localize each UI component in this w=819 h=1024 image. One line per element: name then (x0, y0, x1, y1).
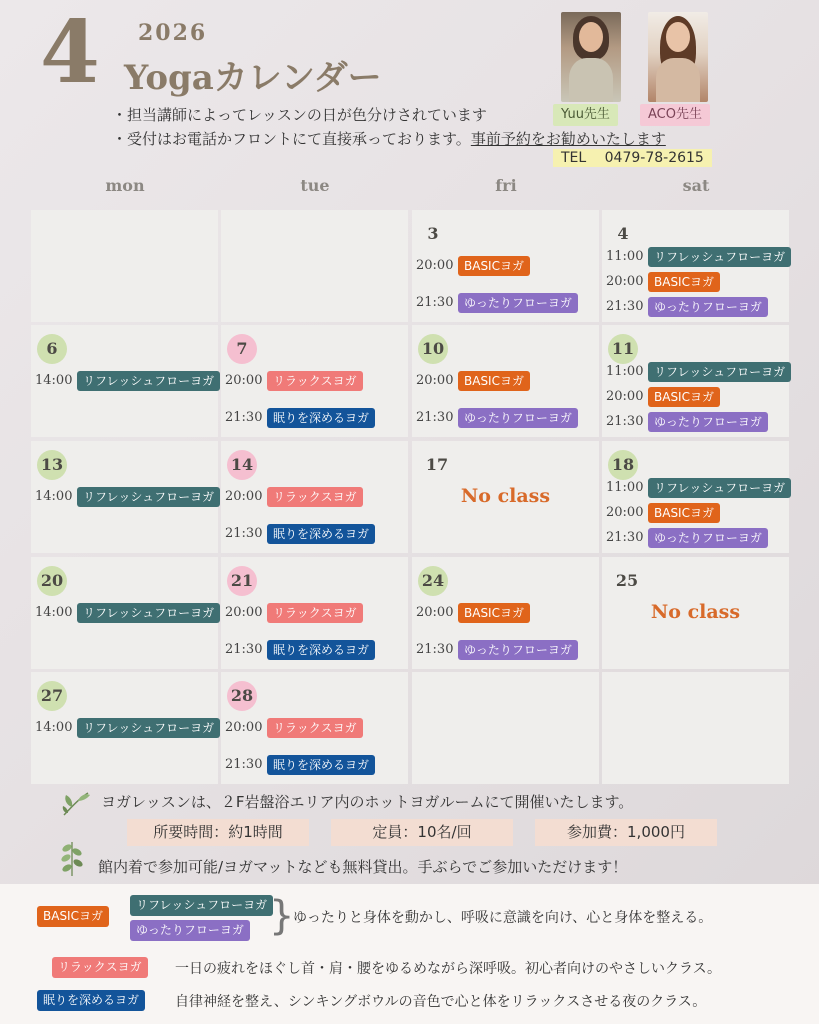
lesson-time: 21:30 (225, 642, 263, 657)
lesson-time: 14:00 (35, 489, 73, 504)
calendar-day-13 (31, 441, 218, 553)
date-number: 6 (37, 334, 67, 364)
lesson-entry (225, 717, 363, 739)
lesson-badge-refresh: リフレッシュフローヨガ (77, 718, 220, 738)
lesson-entry (225, 407, 375, 429)
legend-slow-badge: ゆったりフローヨガ (130, 920, 250, 941)
lesson-entry (606, 527, 768, 549)
no-class-label: No class (650, 601, 741, 623)
day-header-sat: sat (682, 176, 710, 195)
teacher-aco-tag: ACO先生 (640, 104, 710, 126)
lesson-entry (225, 639, 375, 661)
lesson-entry (416, 407, 578, 429)
calendar-empty-cell (602, 672, 789, 784)
lesson-badge-slow: ゆったりフローヨガ (458, 293, 578, 313)
calendar-day-21 (221, 557, 408, 669)
lesson-badge-basic: BASICヨガ (458, 256, 530, 276)
date-number: 25 (615, 571, 639, 590)
lesson-badge-sleep: 眠りを深めるヨガ (267, 640, 375, 660)
lesson-badge-slow: ゆったりフローヨガ (648, 412, 768, 432)
calendar-day-7 (221, 325, 408, 437)
capacity-box: 定員：10名/回 (331, 819, 513, 846)
date-number: 28 (227, 681, 257, 711)
leaf-icon (56, 838, 88, 878)
lesson-time: 20:00 (606, 274, 644, 289)
class-legend (0, 884, 819, 1024)
lesson-badge-basic: BASICヨガ (458, 603, 530, 623)
lesson-badge-slow: ゆったりフローヨガ (458, 640, 578, 660)
lesson-badge-refresh: リフレッシュフローヨガ (77, 371, 220, 391)
lesson-badge-refresh: リフレッシュフローヨガ (77, 603, 220, 623)
no-class-label: No class (460, 485, 551, 507)
date-number: 10 (418, 334, 448, 364)
legend-relax-desc: 一日の疲れをほぐし首・肩・腰をゆるめながら深呼吸。初心者向けのやさしいクラス。 (175, 961, 721, 977)
lesson-badge-refresh: リフレッシュフローヨガ (648, 478, 791, 498)
calendar-day-25 (602, 557, 789, 669)
legend-basic-badge: BASICヨガ (37, 906, 109, 927)
lesson-time: 21:30 (606, 530, 644, 545)
location-info: ヨガレッスンは、２F岩盤浴エリア内のホットヨガルームにて開催いたします。 (101, 793, 634, 811)
legend-sleep-desc: 自律神経を整え、シンキングボウルの音色で心と体をリラックスさせる夜のクラス。 (175, 994, 707, 1010)
lesson-entry (416, 602, 530, 624)
lesson-entry (225, 370, 363, 392)
lesson-time: 21:30 (225, 526, 263, 541)
date-number: 3 (427, 224, 439, 243)
calendar-day-14 (221, 441, 408, 553)
lesson-badge-refresh: リフレッシュフローヨガ (648, 247, 791, 267)
lesson-entry (416, 255, 530, 277)
legend-flow-desc: ゆったりと身体を動かし、呼吸に意識を向け、心と身体を整える。 (293, 910, 713, 926)
lesson-entry (35, 486, 220, 508)
lesson-time: 21:30 (225, 410, 263, 425)
lesson-time: 20:00 (225, 605, 263, 620)
lesson-time: 21:30 (416, 410, 454, 425)
month-number: 4 (40, 2, 100, 103)
year-label: 2026 (138, 20, 208, 46)
lesson-time: 21:30 (606, 299, 644, 314)
date-number: 24 (418, 566, 448, 596)
lesson-entry (606, 477, 791, 499)
lesson-entry (606, 361, 791, 383)
lesson-badge-refresh: リフレッシュフローヨガ (648, 362, 791, 382)
lesson-badge-basic: BASICヨガ (648, 387, 720, 407)
leaf-icon (60, 789, 92, 819)
lesson-time: 21:30 (606, 414, 644, 429)
lesson-entry (416, 639, 578, 661)
day-header-tue: tue (300, 176, 330, 195)
lesson-badge-sleep: 眠りを深めるヨガ (267, 408, 375, 428)
date-number: 14 (227, 450, 257, 480)
calendar-empty-cell (412, 672, 599, 784)
lesson-badge-sleep: 眠りを深めるヨガ (267, 755, 375, 775)
brace: } (269, 893, 295, 939)
lesson-entry (606, 296, 768, 318)
lesson-entry (35, 602, 220, 624)
lesson-entry (606, 502, 720, 524)
lesson-time: 11:00 (606, 480, 644, 495)
lesson-badge-basic: BASICヨガ (648, 503, 720, 523)
calendar-day-10 (412, 325, 599, 437)
note-color-coding: ・担当講師によってレッスンの日が色分けされています (112, 106, 487, 124)
lesson-badge-sleep: 眠りを深めるヨガ (267, 524, 375, 544)
calendar-day-27 (31, 672, 218, 784)
date-number: 20 (37, 566, 67, 596)
lesson-time: 21:30 (416, 642, 454, 657)
calendar-day-28 (221, 672, 408, 784)
lesson-entry (606, 386, 720, 408)
lesson-time: 14:00 (35, 373, 73, 388)
lesson-badge-basic: BASICヨガ (458, 371, 530, 391)
date-number: 11 (608, 334, 638, 364)
lesson-badge-relax: リラックスヨガ (267, 718, 363, 738)
lesson-time: 20:00 (225, 489, 263, 504)
lesson-badge-refresh: リフレッシュフローヨガ (77, 487, 220, 507)
date-number: 7 (227, 334, 257, 364)
lesson-badge-slow: ゆったりフローヨガ (458, 408, 578, 428)
lesson-time: 20:00 (225, 373, 263, 388)
legend-relax-badge: リラックスヨガ (52, 957, 148, 978)
date-number: 18 (608, 450, 638, 480)
day-header-mon: mon (105, 176, 145, 195)
date-number: 4 (617, 224, 629, 243)
calendar-day-17 (412, 441, 599, 553)
date-number: 13 (37, 450, 67, 480)
lesson-entry (416, 370, 530, 392)
lesson-time: 20:00 (606, 505, 644, 520)
calendar-day-20 (31, 557, 218, 669)
day-header-fri: fri (495, 176, 517, 195)
calendar-day-4 (602, 210, 789, 322)
lesson-badge-slow: ゆったりフローヨガ (648, 297, 768, 317)
calendar-day-24 (412, 557, 599, 669)
lesson-time: 14:00 (35, 720, 73, 735)
note-reservation: ・受付はお電話かフロントにて直接承っております。事前予約をお勧めいたします (112, 130, 666, 148)
calendar-title: Yogaカレンダー (124, 58, 382, 98)
lesson-time: 21:30 (225, 757, 263, 772)
lesson-badge-relax: リラックスヨガ (267, 487, 363, 507)
teacher-yuu-photo (561, 12, 621, 102)
calendar-day-18 (602, 441, 789, 553)
calendar-empty-cell (31, 210, 218, 322)
lesson-time: 20:00 (225, 720, 263, 735)
lesson-time: 14:00 (35, 605, 73, 620)
lesson-entry (225, 486, 363, 508)
teacher-yuu-tag: Yuu先生 (553, 104, 618, 126)
lesson-time: 20:00 (416, 605, 454, 620)
lesson-badge-relax: リラックスヨガ (267, 371, 363, 391)
lesson-entry (35, 717, 220, 739)
lesson-entry (225, 754, 375, 776)
lesson-entry (225, 523, 375, 545)
lesson-entry (606, 271, 720, 293)
legend-sleep-badge: 眠りを深めるヨガ (37, 990, 145, 1011)
lesson-badge-slow: ゆったりフローヨガ (648, 528, 768, 548)
lesson-time: 21:30 (416, 295, 454, 310)
lesson-time: 20:00 (416, 373, 454, 388)
calendar-day-6 (31, 325, 218, 437)
rental-info: 館内着で参加可能/ヨガマットなども無料貸出。手ぶらでご参加いただけます！ (98, 858, 628, 876)
lesson-entry (606, 411, 768, 433)
lesson-entry (606, 246, 791, 268)
lesson-time: 11:00 (606, 364, 644, 379)
lesson-entry (35, 370, 220, 392)
reservation-recommend: 事前予約をお勧めいたします (470, 130, 666, 148)
duration-box: 所要時間：約1時間 (127, 819, 309, 846)
teacher-aco-photo (648, 12, 708, 102)
fee-box: 参加費：1,000円 (535, 819, 717, 846)
date-number: 21 (227, 566, 257, 596)
date-number: 27 (37, 681, 67, 711)
lesson-entry (225, 602, 363, 624)
phone-number[interactable]: TEL 0479-78-2615 (553, 149, 712, 167)
lesson-badge-basic: BASICヨガ (648, 272, 720, 292)
lesson-time: 20:00 (606, 389, 644, 404)
legend-refresh-badge: リフレッシュフローヨガ (130, 895, 273, 916)
calendar-empty-cell (221, 210, 408, 322)
calendar-day-11 (602, 325, 789, 437)
calendar-day-3 (412, 210, 599, 322)
date-number: 17 (425, 455, 449, 474)
lesson-time: 11:00 (606, 249, 644, 264)
lesson-time: 20:00 (416, 258, 454, 273)
lesson-badge-relax: リラックスヨガ (267, 603, 363, 623)
lesson-entry (416, 292, 578, 314)
